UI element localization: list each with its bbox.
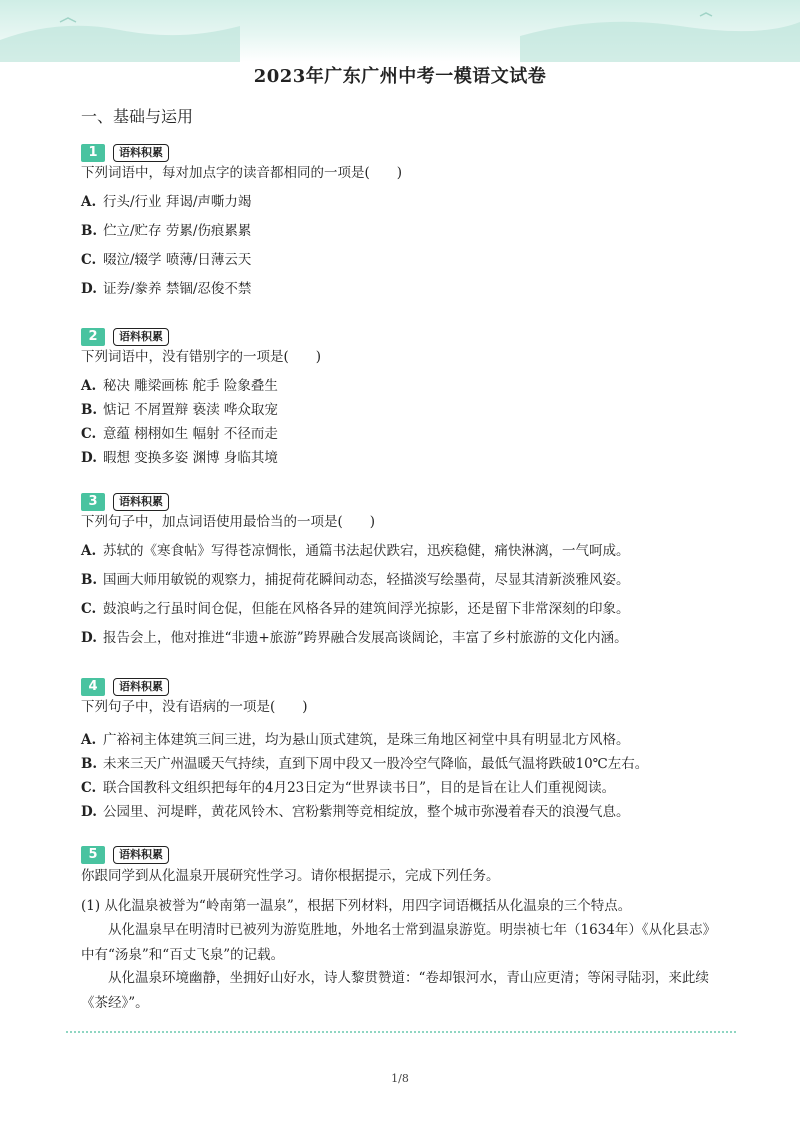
material-paragraph-1: 从化温泉早在明清时已被列为游览胜地，外地名士常到温泉游览。明崇祯七年（1634年）《从化县志》中有“汤泉”和“百丈飞泉”的记载。 (81, 922, 710, 963)
option-label: D. (81, 281, 97, 297)
option-text: 啜泣/辍学 喷薄/日薄云天 (103, 252, 252, 268)
option-label: A. (81, 732, 97, 748)
mountain-decoration-icon (0, 0, 800, 62)
option-text: 联合国教科文组织把每年的4月23日定为“世界读书日”，目的是旨在让人们重视阅读。 (103, 780, 616, 796)
section-heading: 一、基础与运用 (81, 107, 194, 126)
option-text: 伫立/贮存 劳累/伤痕累累 (103, 223, 252, 239)
material-paragraph-2: 从化温泉环境幽静，坐拥好山好水，诗人黎贯赞道：“卷却银河水，青山应更清；等闲寻陆羽，来此续《茶经》”。 (81, 970, 709, 1011)
option-text: 苏轼的《寒食帖》写得苍凉惆怅，通篇书法起伏跌宕，迅疾稳健，痛快淋漓，一气呵成。 (103, 543, 630, 559)
question-number: 1 (81, 144, 105, 162)
option-label: C. (81, 780, 97, 796)
question-header-4 (81, 677, 169, 697)
option-label: A. (81, 378, 97, 394)
option-label: D. (81, 630, 97, 646)
option-text: 广裕祠主体建筑三间三进，均为悬山顶式建筑，是珠三角地区祠堂中具有明显北方风格。 (103, 732, 630, 748)
option-text: 意蕴 栩栩如生 幅射 不径而走 (103, 426, 278, 442)
option-3b (81, 570, 630, 590)
option-3a (81, 541, 630, 561)
footer-divider (66, 1031, 736, 1033)
question-number: 2 (81, 328, 105, 346)
option-label: C. (81, 252, 97, 268)
option-2a (81, 376, 278, 396)
question-stem-1: 下列词语中，每对加点字的读音都相同的一项是( ) (81, 165, 403, 181)
option-label: C. (81, 426, 97, 442)
option-4d (81, 802, 630, 822)
question-header-3 (81, 492, 169, 512)
question-tag: 语料积累 (113, 328, 169, 346)
option-1b (81, 221, 251, 241)
option-text: 未来三天广州温暖天气持续，直到下周中段又一股冷空气降临，最低气温将跌破10℃左右。 (103, 756, 649, 772)
option-text: 行头/行业 拜谒/声嘶力竭 (103, 194, 252, 210)
question-tag: 语料积累 (113, 144, 169, 162)
option-label: D. (81, 450, 97, 466)
option-label: B. (81, 756, 98, 772)
question-stem-2: 下列词语中，没有错别字的一项是( ) (81, 349, 322, 365)
question-tag: 语料积累 (113, 678, 169, 696)
option-1c (81, 250, 251, 270)
option-text: 公园里、河堤畔，黄花风铃木、宫粉紫荆等竞相绽放，整个城市弥漫着春天的浪漫气息。 (103, 804, 630, 820)
question-number: 4 (81, 678, 105, 696)
question-number: 5 (81, 846, 105, 864)
option-label: B. (81, 402, 98, 418)
option-text: 秘决 雕梁画栋 舵手 险象叠生 (103, 378, 278, 394)
question-header-5 (81, 845, 169, 865)
option-text: 鼓浪屿之行虽时间仓促，但能在风格各异的建筑间浮光掠影，还是留下非常深刻的印象。 (103, 601, 630, 617)
option-label: B. (81, 223, 98, 239)
option-text: 惦记 不屑置辩 亵渎 哗众取宠 (103, 402, 278, 418)
question-stem-3: 下列句子中，加点词语使用最恰当的一项是( ) (81, 514, 376, 530)
option-2b (81, 400, 278, 420)
option-text: 证券/豢养 禁锢/忍俊不禁 (103, 281, 252, 297)
header-decoration (0, 0, 800, 62)
option-3d (81, 628, 628, 648)
sub-question-1: (1) 从化温泉被誉为“岭南第一温泉”，根据下列材料，用四字词语概括从化温泉的三个特点。 (81, 898, 632, 914)
option-label: A. (81, 194, 97, 210)
option-label: A. (81, 543, 97, 559)
question-tag: 语料积累 (113, 846, 169, 864)
option-text: 报告会上，他对推进“非遗+旅游”跨界融合发展高谈阔论，丰富了乡村旅游的文化内涵。 (103, 630, 628, 646)
question-stem-5: 你跟同学到从化温泉开展研究性学习。请你根据提示，完成下列任务。 (81, 868, 500, 884)
option-3c (81, 599, 630, 619)
option-2c (81, 424, 278, 444)
option-4a (81, 730, 630, 750)
question-number: 3 (81, 493, 105, 511)
option-text: 暇想 变换多姿 渊博 身临其境 (103, 450, 278, 466)
option-label: B. (81, 572, 98, 588)
option-1d (81, 279, 251, 299)
question-header-1 (81, 143, 169, 163)
option-label: D. (81, 804, 97, 820)
option-1a (81, 192, 251, 212)
option-2d (81, 448, 278, 468)
option-4b (81, 754, 648, 774)
question-stem-4: 下列句子中，没有语病的一项是( ) (81, 699, 308, 715)
document-title: 2023年广东广州中考一模语文试卷 (253, 66, 547, 87)
question-tag: 语料积累 (113, 493, 169, 511)
option-text: 国画大师用敏锐的观察力，捕捉荷花瞬间动态，轻描淡写绘墨荷，尽显其清新淡雅风姿。 (103, 572, 630, 588)
page-number: 1/8 (391, 1072, 409, 1085)
option-label: C. (81, 601, 97, 617)
question-header-2 (81, 327, 169, 347)
option-4c (81, 778, 615, 798)
